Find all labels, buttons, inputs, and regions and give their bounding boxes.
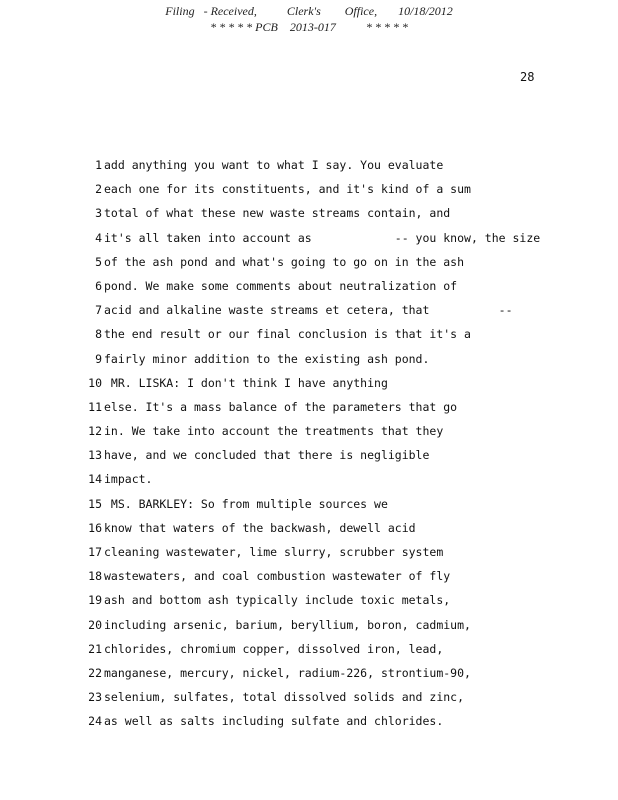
line-number: 8 bbox=[95, 327, 102, 342]
line-number: 10 bbox=[88, 375, 102, 390]
line-text: each one for its constituents, and it's kind of a sum bbox=[104, 182, 471, 197]
line-number: 21 bbox=[88, 641, 102, 656]
line-number: 5 bbox=[95, 254, 102, 269]
line-number: 6 bbox=[95, 278, 102, 293]
line-text: the end result or our final conclusion is that it's a bbox=[104, 327, 471, 342]
line-number: 12 bbox=[88, 424, 102, 439]
line-number: 16 bbox=[88, 520, 102, 535]
line-text: selenium, sulfates, total dissolved solids and zinc, bbox=[104, 690, 465, 705]
line-text: of the ash pond and what's going to go on in the ash bbox=[104, 254, 465, 269]
transcript-line bbox=[82, 153, 602, 177]
transcript-line bbox=[82, 492, 602, 516]
transcript-line bbox=[82, 347, 602, 371]
transcript-body bbox=[82, 153, 602, 734]
transcript-line bbox=[82, 226, 602, 250]
line-text: total of what these new waste streams contain, and bbox=[104, 206, 451, 221]
transcript-line bbox=[82, 709, 602, 733]
line-text: MS. BARKLEY: So from multiple sources we bbox=[104, 496, 388, 511]
transcript-line bbox=[82, 467, 602, 491]
transcript-line bbox=[82, 637, 602, 661]
line-text: fairly minor addition to the existing ash pond. bbox=[104, 351, 430, 366]
transcript-line bbox=[82, 588, 602, 612]
transcript-line bbox=[82, 613, 602, 637]
line-text: else. It's a mass balance of the parameters that go bbox=[104, 399, 458, 414]
line-number: 18 bbox=[88, 569, 102, 584]
line-number: 2 bbox=[95, 182, 102, 197]
line-text: cleaning wastewater, lime slurry, scrubber system bbox=[104, 545, 444, 559]
line-text: wastewaters, and coal combustion wastewater of fly bbox=[104, 569, 451, 584]
transcript-line bbox=[82, 322, 602, 346]
line-number: 4 bbox=[95, 230, 102, 245]
transcript-line bbox=[82, 661, 602, 685]
line-number: 7 bbox=[95, 303, 102, 318]
transcript-line bbox=[82, 274, 602, 298]
transcript-line bbox=[82, 201, 602, 225]
transcript-line bbox=[82, 685, 602, 709]
line-number: 24 bbox=[88, 714, 102, 729]
transcript-line bbox=[82, 419, 602, 443]
transcript-line bbox=[82, 250, 602, 274]
transcript-line bbox=[82, 395, 602, 419]
line-number: 22 bbox=[88, 665, 102, 680]
line-number: 15 bbox=[88, 496, 102, 511]
page-number: 28 bbox=[520, 70, 535, 84]
line-text: manganese, mercury, nickel, radium-226, strontium-90, bbox=[104, 665, 471, 680]
line-number: 3 bbox=[95, 206, 102, 221]
line-text: acid and alkaline waste streams et cetera, that -- bbox=[104, 303, 513, 318]
transcript-line bbox=[82, 516, 602, 540]
transcript-line bbox=[82, 540, 602, 564]
case-number-header: * * * * * PCB 2013-017 * * * * * bbox=[210, 20, 408, 34]
transcript-line bbox=[82, 177, 602, 201]
transcript-line bbox=[82, 298, 602, 322]
filing-header: Filing - Received, Clerk's Office, 10/18/2012 bbox=[165, 4, 453, 18]
transcript-line bbox=[82, 371, 602, 395]
line-number: 17 bbox=[88, 545, 102, 559]
line-text: add anything you want to what I say. You evaluate bbox=[104, 158, 444, 172]
line-text: it's all taken into account as -- you know, the size bbox=[104, 230, 541, 245]
line-number: 19 bbox=[88, 593, 102, 608]
line-number: 20 bbox=[88, 617, 102, 632]
line-number: 9 bbox=[95, 351, 102, 366]
line-text: MR. LISKA: I don't think I have anything bbox=[104, 375, 388, 390]
line-text: ash and bottom ash typically include toxic metals, bbox=[104, 593, 451, 608]
line-text: have, and we concluded that there is negligible bbox=[104, 448, 430, 463]
line-text: as well as salts including sulfate and chlorides. bbox=[104, 714, 444, 729]
line-text: know that waters of the backwash, dewell acid bbox=[104, 520, 416, 535]
line-number: 23 bbox=[88, 690, 102, 705]
line-text: pond. We make some comments about neutralization of bbox=[104, 278, 458, 293]
line-number: 13 bbox=[88, 448, 102, 463]
line-text: in. We take into account the treatments that they bbox=[104, 424, 444, 439]
line-text: impact. bbox=[104, 472, 153, 487]
line-text: including arsenic, barium, beryllium, boron, cadmium, bbox=[104, 617, 471, 632]
transcript-line bbox=[82, 443, 602, 467]
transcript-line bbox=[82, 564, 602, 588]
line-number: 11 bbox=[88, 399, 102, 414]
line-number: 14 bbox=[88, 472, 102, 487]
line-text: chlorides, chromium copper, dissolved iron, lead, bbox=[104, 641, 444, 656]
line-number: 1 bbox=[95, 158, 102, 172]
